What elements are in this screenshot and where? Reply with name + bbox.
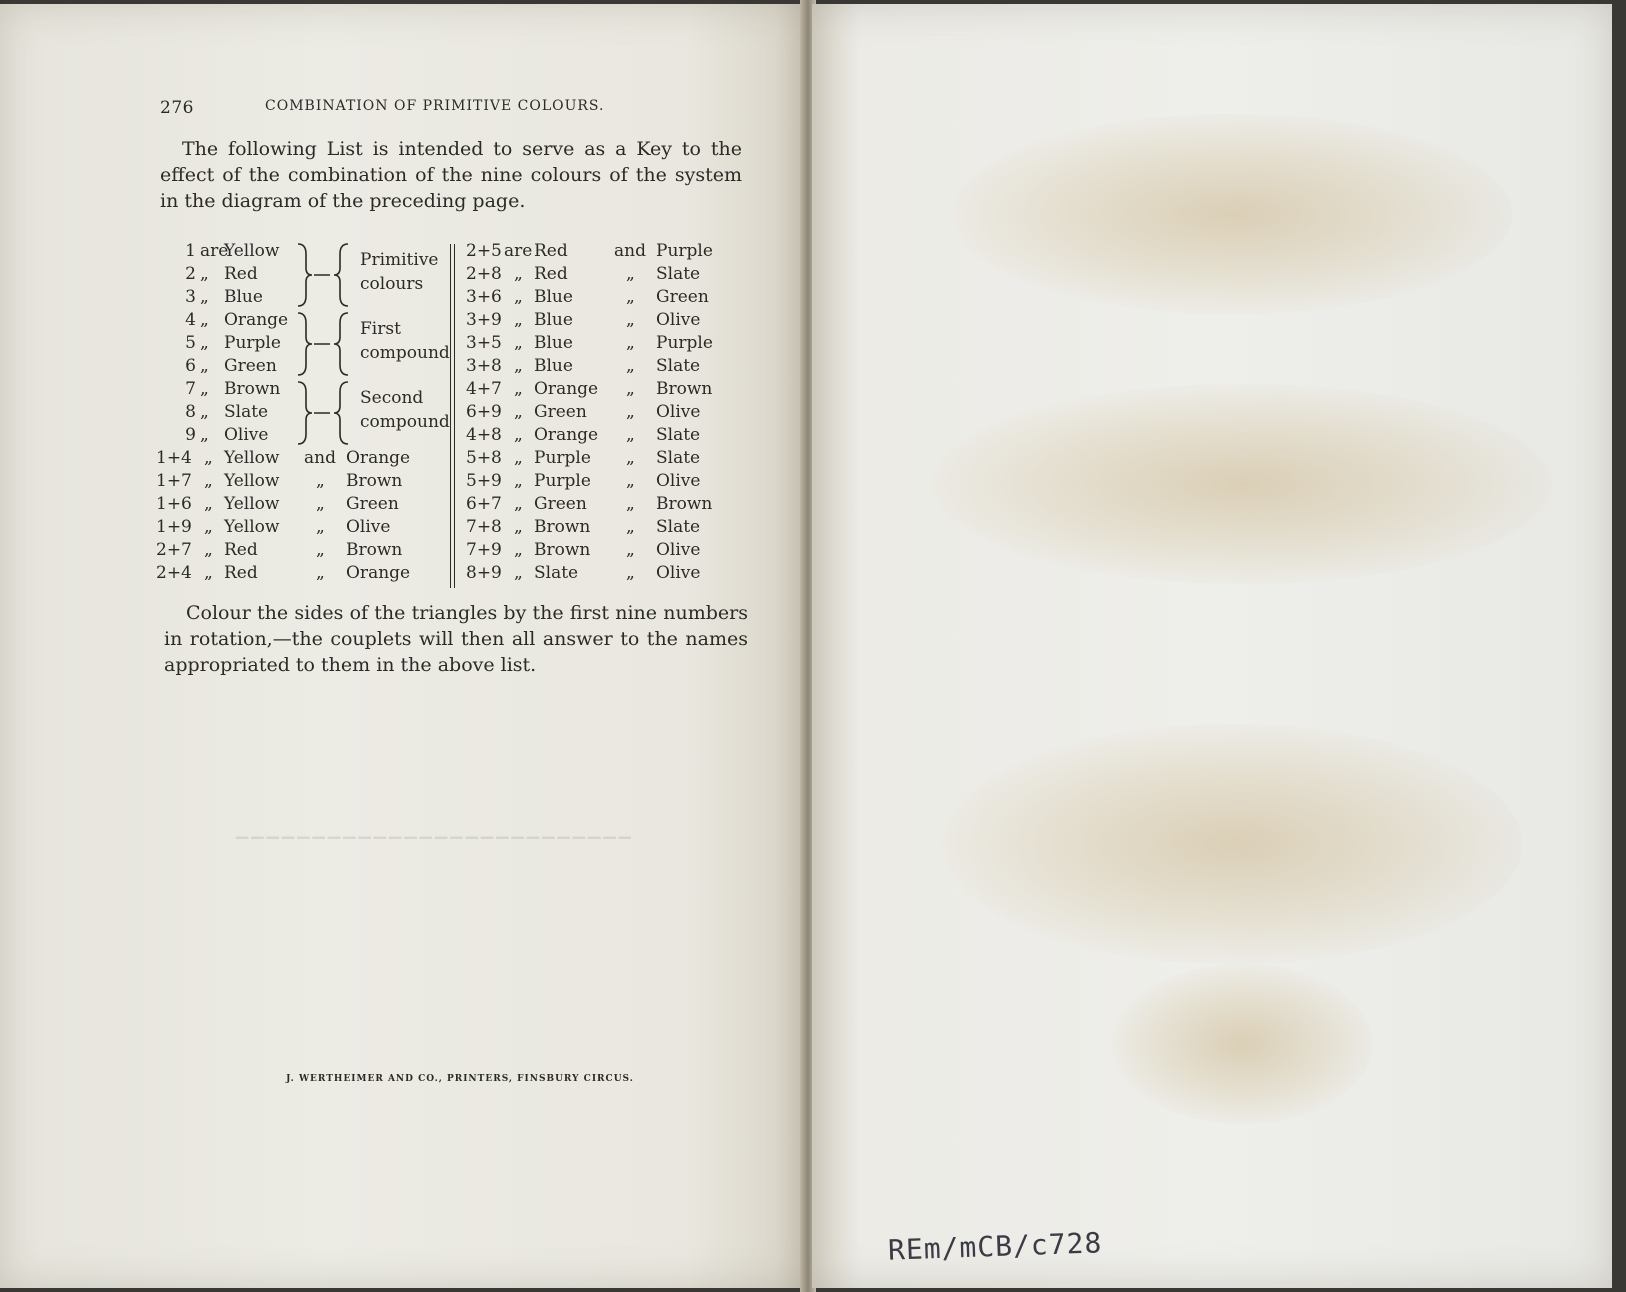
key-colour-b: Olive	[656, 402, 701, 422]
key-row-pair	[466, 240, 746, 263]
key-colour-a: Purple	[534, 471, 591, 491]
key-number: 1+9	[156, 517, 192, 537]
group-label	[360, 386, 450, 434]
key-number: 1+7	[156, 471, 192, 491]
key-colour-b: Orange	[346, 448, 411, 468]
key-number: 3+6	[466, 287, 502, 307]
key-row-single	[160, 240, 300, 263]
key-verb: „	[200, 425, 209, 445]
key-colour: Purple	[224, 333, 281, 353]
group-brace	[296, 311, 356, 377]
key-row-pair	[466, 493, 746, 516]
key-colour-b: Olive	[656, 471, 701, 491]
key-colour-b: Olive	[656, 563, 701, 583]
key-row-pair	[156, 470, 436, 493]
key-colour-b: Slate	[656, 517, 701, 537]
key-verb: „	[200, 310, 209, 330]
key-number: 8	[185, 402, 196, 422]
key-conjunction: „	[316, 517, 325, 537]
key-conjunction: „	[626, 310, 635, 330]
key-colour: Red	[224, 264, 258, 284]
key-verb: „	[200, 264, 209, 284]
key-verb: „	[204, 494, 213, 514]
key-colour-a: Green	[534, 494, 587, 514]
key-colour: Brown	[224, 379, 281, 399]
group-label-line2: compound	[360, 343, 450, 363]
outro-paragraph: Colour the sides of the triangles by the first nine numbers in rotation,—the couplets will then all answer to the names appropriated to them in the above list.	[164, 602, 748, 676]
colour-key-table	[156, 240, 746, 592]
archive-reference-mark: REm/mCB/c728	[887, 1226, 1103, 1267]
left-page	[0, 4, 808, 1288]
key-colour-a: Red	[224, 563, 258, 583]
key-colour-a: Red	[534, 241, 568, 261]
key-number: 7+8	[466, 517, 502, 537]
key-number: 9	[185, 425, 196, 445]
key-row-pair	[466, 516, 746, 539]
key-colour-b: Brown	[656, 379, 713, 399]
key-number: 3+8	[466, 356, 502, 376]
key-number: 1	[185, 241, 196, 261]
key-number: 1+4	[156, 448, 192, 468]
key-verb: „	[514, 356, 523, 376]
group-label	[360, 248, 439, 296]
key-verb: „	[514, 425, 523, 445]
key-colour-b: Olive	[656, 310, 701, 330]
key-colour-a: Blue	[534, 310, 573, 330]
key-number: 7+9	[466, 540, 502, 560]
key-number: 8+9	[466, 563, 502, 583]
group-label-line2: compound	[360, 412, 450, 432]
key-verb: „	[514, 563, 523, 583]
key-verb: are	[200, 241, 229, 261]
key-number: 4+8	[466, 425, 502, 445]
key-number: 2+5	[466, 241, 502, 261]
key-verb: „	[514, 517, 523, 537]
key-colour-a: Purple	[534, 448, 591, 468]
key-conjunction: „	[626, 333, 635, 353]
key-colour-a: Orange	[534, 379, 599, 399]
key-colour-a: Slate	[534, 563, 579, 583]
foxing-stain	[942, 724, 1522, 964]
key-colour-a: Blue	[534, 333, 573, 353]
key-number: 7	[185, 379, 196, 399]
key-colour: Orange	[224, 310, 289, 330]
key-colour-b: Brown	[656, 494, 713, 514]
key-colour-b: Olive	[656, 540, 701, 560]
group-label-line2: colours	[360, 274, 424, 294]
key-row-single	[160, 263, 300, 286]
key-verb: „	[514, 471, 523, 491]
key-verb: „	[200, 356, 209, 376]
key-colour-a: Orange	[534, 425, 599, 445]
key-colour: Slate	[224, 402, 269, 422]
key-colour-b: Slate	[656, 264, 701, 284]
key-colour-b: Purple	[656, 333, 713, 353]
key-colour-b: Brown	[346, 471, 403, 491]
key-colour: Olive	[224, 425, 269, 445]
key-number: 2+8	[466, 264, 502, 284]
key-conjunction: „	[316, 563, 325, 583]
key-verb: „	[514, 494, 523, 514]
key-row-pair	[466, 332, 746, 355]
key-row-single	[160, 401, 300, 424]
group-brace	[296, 380, 356, 446]
key-conjunction: „	[626, 448, 635, 468]
key-row-pair	[156, 562, 436, 585]
key-verb: „	[204, 471, 213, 491]
key-number: 6	[185, 356, 196, 376]
foxing-stain	[932, 384, 1552, 584]
key-colour-a: Yellow	[224, 517, 280, 537]
key-row-single	[160, 309, 300, 332]
key-verb: are	[504, 241, 533, 261]
right-page	[812, 4, 1612, 1288]
key-number: 2+7	[156, 540, 192, 560]
key-row-pair	[466, 263, 746, 286]
key-row-pair	[466, 539, 746, 562]
key-row-pair	[466, 286, 746, 309]
key-conjunction: „	[626, 494, 635, 514]
key-row-single	[160, 286, 300, 309]
key-number: 4+7	[466, 379, 502, 399]
key-row-pair	[156, 539, 436, 562]
key-verb: „	[514, 310, 523, 330]
key-conjunction: „	[626, 563, 635, 583]
key-number: 3	[185, 287, 196, 307]
key-row-pair	[466, 355, 746, 378]
key-row-pair	[466, 378, 746, 401]
column-divider	[450, 244, 455, 588]
key-verb: „	[200, 287, 209, 307]
key-conjunction: „	[626, 540, 635, 560]
key-verb: „	[200, 402, 209, 422]
key-row-single	[160, 424, 300, 447]
key-verb: „	[514, 379, 523, 399]
key-conjunction: and	[304, 448, 336, 468]
key-colour-b: Slate	[656, 356, 701, 376]
key-verb: „	[200, 333, 209, 353]
key-row-pair	[466, 562, 746, 585]
key-verb: „	[514, 540, 523, 560]
foxing-stain	[1112, 964, 1372, 1124]
key-row-pair	[156, 516, 436, 539]
key-conjunction: „	[626, 356, 635, 376]
key-conjunction: and	[614, 241, 646, 261]
key-number: 3+5	[466, 333, 502, 353]
key-conjunction: „	[626, 264, 635, 284]
key-conjunction: „	[316, 494, 325, 514]
key-row-single	[160, 355, 300, 378]
key-number: 6+9	[466, 402, 502, 422]
key-colour-b: Purple	[656, 241, 713, 261]
group-label-line1: Second	[360, 388, 424, 408]
page-number: 276	[160, 98, 194, 118]
key-verb: „	[514, 448, 523, 468]
key-colour-a: Red	[534, 264, 568, 284]
key-verb: „	[204, 563, 213, 583]
foxing-stain	[952, 114, 1512, 314]
key-verb: „	[204, 517, 213, 537]
key-colour-a: Yellow	[224, 494, 280, 514]
key-verb: „	[514, 287, 523, 307]
key-number: 3+9	[466, 310, 502, 330]
key-verb: „	[204, 540, 213, 560]
key-conjunction: „	[316, 471, 325, 491]
key-row-pair	[466, 401, 746, 424]
key-conjunction: „	[626, 517, 635, 537]
key-row-pair	[156, 493, 436, 516]
key-conjunction: „	[626, 471, 635, 491]
key-colour-a: Yellow	[224, 471, 280, 491]
key-colour-a: Yellow	[224, 448, 280, 468]
key-number: 2	[185, 264, 196, 284]
key-row-pair	[466, 424, 746, 447]
key-row-pair	[466, 470, 746, 493]
group-label-line1: First	[360, 319, 401, 339]
key-colour-a: Brown	[534, 517, 591, 537]
key-colour-a: Brown	[534, 540, 591, 560]
key-verb: „	[514, 333, 523, 353]
key-colour-b: Orange	[346, 563, 411, 583]
key-colour-a: Blue	[534, 287, 573, 307]
key-colour: Blue	[224, 287, 263, 307]
key-conjunction: „	[626, 402, 635, 422]
intro-paragraph: The following List is intended to serve as a Key to the effect of the combination of the nine colours of the system in the diagram of the preceding page.	[160, 138, 742, 212]
key-verb: „	[514, 402, 523, 422]
group-label-line1: Primitive	[360, 250, 439, 270]
key-number: 5	[185, 333, 196, 353]
key-colour-a: Blue	[534, 356, 573, 376]
printer-imprint: J. WERTHEIMER AND CO., PRINTERS, FINSBURY CIRCUS.	[286, 1074, 634, 1084]
key-number: 2+4	[156, 563, 192, 583]
key-colour-a: Green	[534, 402, 587, 422]
page-title: COMBINATION OF PRIMITIVE COLOURS.	[265, 98, 605, 114]
key-verb: „	[514, 264, 523, 284]
key-conjunction: „	[316, 540, 325, 560]
key-colour-b: Olive	[346, 517, 391, 537]
group-brace	[296, 242, 356, 308]
key-colour-b: Slate	[656, 448, 701, 468]
key-colour: Green	[224, 356, 277, 376]
key-number: 5+8	[466, 448, 502, 468]
key-conjunction: „	[626, 425, 635, 445]
key-colour: Yellow	[224, 241, 280, 261]
key-number: 5+9	[466, 471, 502, 491]
key-verb: „	[200, 379, 209, 399]
key-number: 6+7	[466, 494, 502, 514]
bleed-through-heading: ▁▁▁▁▁▁▁▁▁▁▁▁▁▁▁▁▁▁▁▁▁▁▁▁▁▁	[236, 820, 634, 839]
key-colour-a: Red	[224, 540, 258, 560]
key-conjunction: „	[626, 287, 635, 307]
key-number: 4	[185, 310, 196, 330]
key-row-single	[160, 378, 300, 401]
key-row-single	[160, 332, 300, 355]
key-row-pair	[156, 447, 436, 470]
key-colour-b: Brown	[346, 540, 403, 560]
key-row-pair	[466, 447, 746, 470]
key-verb: „	[204, 448, 213, 468]
key-colour-b: Slate	[656, 425, 701, 445]
key-number: 1+6	[156, 494, 192, 514]
group-label	[360, 317, 450, 365]
key-row-pair	[466, 309, 746, 332]
key-colour-b: Green	[656, 287, 709, 307]
key-colour-b: Green	[346, 494, 399, 514]
key-conjunction: „	[626, 379, 635, 399]
